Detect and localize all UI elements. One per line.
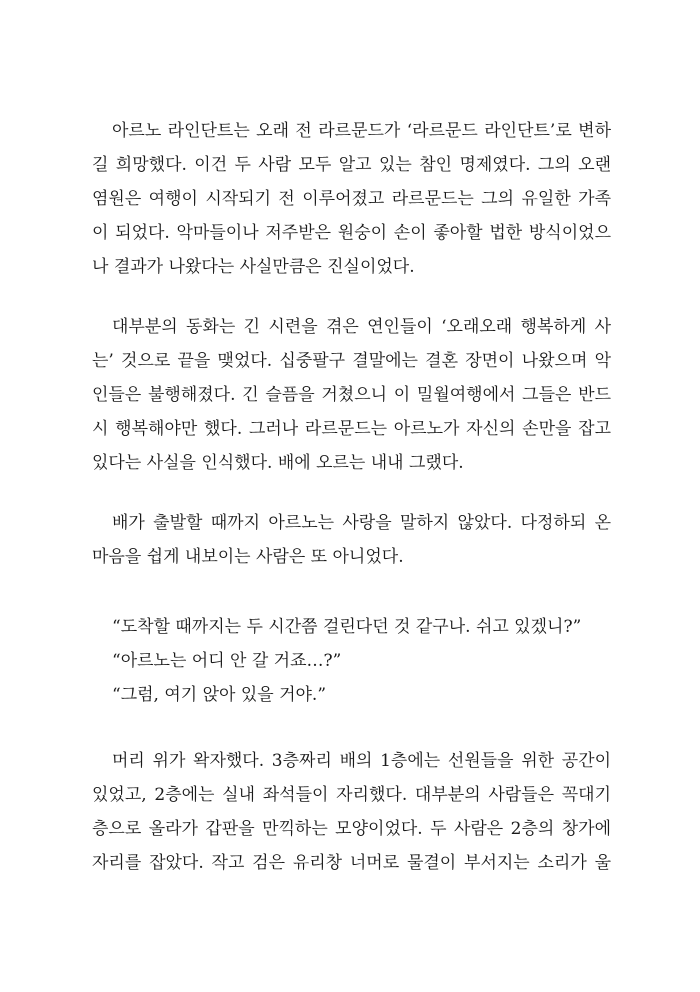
dialogue-line: “도착할 때까지는 두 시간쯤 걸린다던 것 같구나. 쉬고 있겠니?” [112, 617, 582, 637]
dialogue-line: “아르노는 어디 안 갈 거죠…?” [112, 651, 342, 671]
paragraph-5 [92, 744, 611, 880]
paragraph-2 [92, 310, 611, 480]
text-line: 이 되었다. 악마들이나 저주받은 원숭이 손이 좋아할 법한 방식이었으 [92, 223, 611, 243]
text-line: 인들은 불행해졌다. 긴 슬픔을 거쳤으니 이 밀월여행에서 그들은 반드 [92, 385, 611, 405]
dialogue-block [92, 610, 611, 712]
text-line: 있다는 사실을 인식했다. 배에 오르는 내내 그랬다. [92, 453, 464, 473]
text-line: 는’ 것으로 끝을 맺었다. 십중팔구 결말에는 결혼 장면이 나왔으며 악 [92, 351, 611, 371]
paragraph-1 [92, 114, 611, 284]
text-line: 시 행복해야만 했다. 그러나 라르문드는 아르노가 자신의 손만을 잡고 [92, 419, 611, 439]
text-line: 있었고, 2층에는 실내 좌석들이 자리했다. 대부분의 사람들은 꼭대기 [92, 785, 611, 805]
text-line: 배가 출발할 때까지 아르노는 사랑을 말하지 않았다. 다정하되 온 [112, 513, 611, 533]
text-line: 자리를 잡았다. 작고 검은 유리창 너머로 물결이 부서지는 소리가 울 [92, 853, 611, 873]
text-line: 길 희망했다. 이건 두 사람 모두 알고 있는 참인 명제였다. 그의 오랜 [92, 155, 611, 175]
dialogue-line: “그럼, 여기 앉아 있을 거야.” [112, 685, 327, 705]
text-line: 대부분의 동화는 긴 시련을 겪은 연인들이 ‘오래오래 행복하게 사 [112, 317, 611, 337]
text-line: 층으로 올라가 갑판을 만끽하는 모양이었다. 두 사람은 2층의 창가에 [92, 819, 611, 839]
text-line: 아르노 라인단트는 오래 전 라르문드가 ‘라르문드 라인단트’로 변하 [112, 121, 611, 141]
text-line: 나 결과가 나왔다는 사실만큼은 진실이었다. [92, 257, 415, 277]
text-line: 염원은 여행이 시작되기 전 이루어졌고 라르문드는 그의 유일한 가족 [92, 189, 611, 209]
text-line: 머리 위가 왁자했다. 3층짜리 배의 1층에는 선원들을 위한 공간이 [112, 751, 611, 771]
text-line: 마음을 쉽게 내보이는 사람은 또 아니었다. [92, 547, 404, 567]
paragraph-3 [92, 506, 611, 574]
